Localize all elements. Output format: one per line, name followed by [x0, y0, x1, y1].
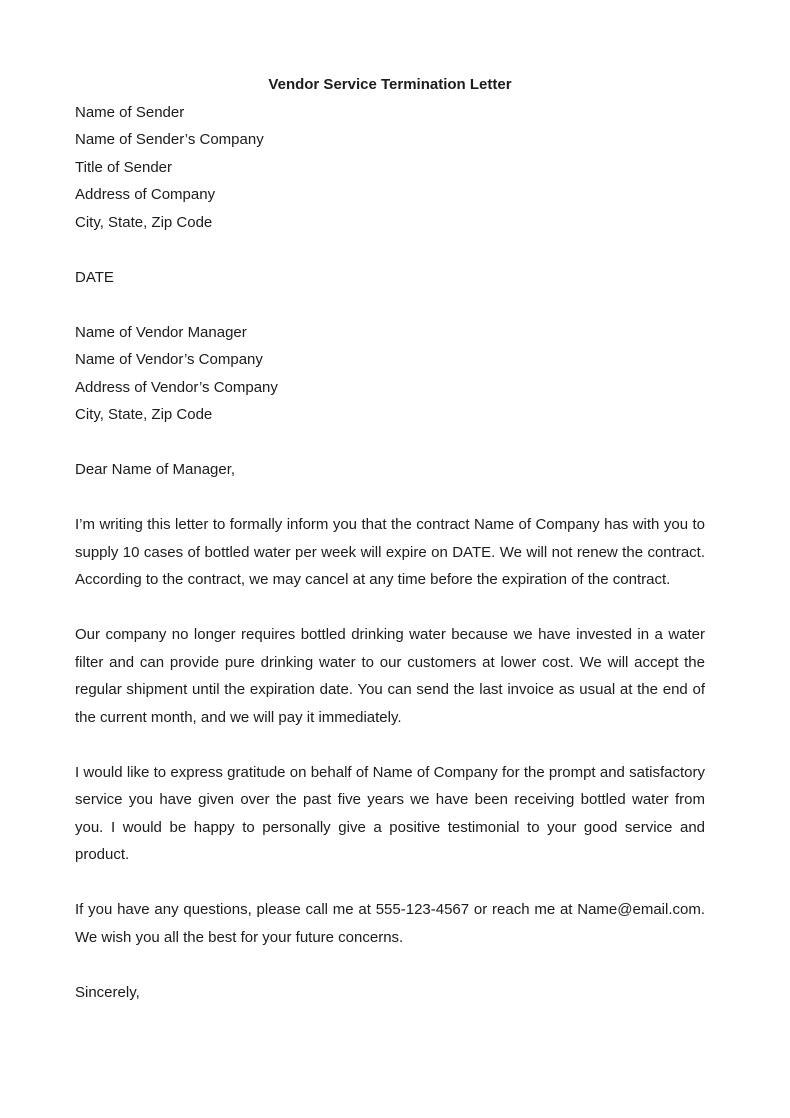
salutation: [75, 456, 705, 484]
paragraph-gratitude: I would like to express gratitude on behalf of Name of Company for the prompt and satisfactory service you have given over the past five years we have been receiving bottled water from you. I would be happy to personally give a positive testimonial to your good service and product.: [75, 763, 705, 863]
paragraph-contract-termination: I’m writing this letter to formally inform you that the contract Name of Company has with you to supply 10 cases of bottled water per week will expire on DATE. We will not renew the contract. According to the contract, we may cancel at any time before the expiration of the contract.: [75, 516, 705, 588]
sender-city-line: City, State, Zip Code: [75, 213, 213, 231]
sender-company-line: Name of Sender’s Company: [75, 131, 264, 148]
letter-title: Vendor Service Termination Letter: [268, 76, 512, 93]
paragraph-reason: Our company no longer requires bottled drinking water because we have invested in a water filter and can provide pure drinking water to our customers at lower cost. We will accept the regular shipment until the expiration date. You can send the last invoice as usual at the end of the current month, and we will pay it immediately.: [75, 626, 705, 726]
vendor-manager-line: Name of Vendor Manager: [75, 323, 247, 341]
vendor-city-line: City, State, Zip Code: [75, 406, 213, 423]
closing: [75, 979, 705, 1007]
sender-title-line: Title of Sender: [75, 158, 172, 176]
sender-address-line: Address of Company: [75, 186, 216, 203]
date-block: [75, 264, 705, 292]
vendor-company-line: Name of Vendor’s Company: [75, 351, 263, 368]
paragraph-contact: If you have any questions, please call me at 555-123-4567 or reach me at Name@email.com. We wish you all the best for your future concerns.: [75, 901, 705, 946]
vendor-address-line: Address of Vendor’s Company: [75, 378, 278, 396]
recipient-block: [75, 319, 705, 429]
closing-line: Sincerely,: [75, 983, 140, 1001]
sender-block: [75, 99, 705, 237]
date-line: DATE: [75, 268, 114, 286]
sender-name-line: Name of Sender: [75, 103, 185, 121]
salutation-line: Dear Name of Manager,: [75, 461, 236, 478]
